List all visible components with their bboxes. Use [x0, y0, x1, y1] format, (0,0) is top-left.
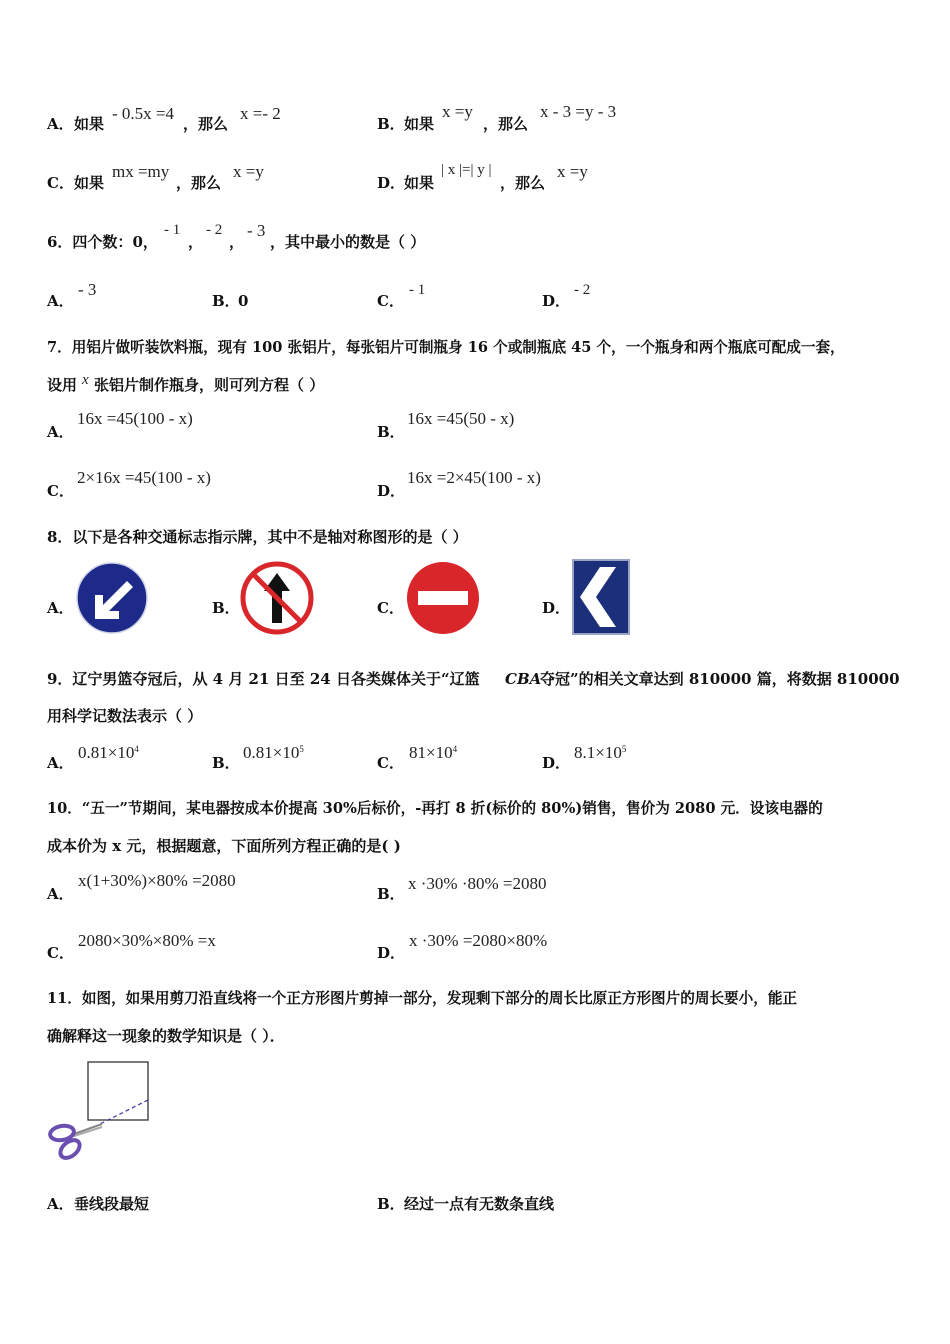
- math-expression: x =- 2: [240, 104, 281, 123]
- math-expression: x =y: [442, 102, 473, 121]
- option-text: ，那么: [183, 115, 229, 133]
- math-expression: $8.1\times 10^5$: [574, 743, 627, 762]
- math-variable: x: [82, 372, 89, 388]
- question-text: 用科学记数法表示（ ）: [47, 707, 203, 725]
- question-text: 成本价为 x 元，根据题意，下面所列方程正确的是( ): [47, 837, 401, 855]
- math-expression: 2080×30%×80% =x: [78, 931, 216, 950]
- option-letter: B．: [377, 1195, 405, 1213]
- option-text: 0: [238, 292, 249, 310]
- math-expression: - 3: [247, 221, 266, 240]
- option-text: 经过一点有无数条直线: [404, 1195, 555, 1213]
- option-letter: D．: [542, 754, 571, 772]
- option-letter: B．: [377, 885, 405, 903]
- option-text: ，那么: [176, 174, 222, 192]
- math-expression: x(1+30%)×80% =2080: [78, 871, 236, 890]
- math-expression: x - 3 =y - 3: [540, 102, 617, 121]
- option-letter: C．: [47, 482, 74, 500]
- option-letter: B．: [212, 754, 240, 772]
- question-text: CBA: [505, 670, 542, 688]
- math-expression: - 1: [409, 282, 426, 298]
- option-letter: D．: [377, 944, 406, 962]
- option-letter: A．: [47, 1195, 74, 1213]
- option-text: ，那么: [500, 174, 546, 192]
- option-letter: A．: [47, 292, 74, 310]
- question-text: ，: [229, 233, 245, 251]
- option-letter: B．: [377, 115, 405, 133]
- option-letter: D．: [377, 482, 406, 500]
- question-text: 9．辽宁男篮夺冠后，从 4 月 21 日至 24 日各类媒体关于“辽篮: [47, 670, 480, 688]
- option-text: 如果: [74, 174, 105, 192]
- question-text: ，其中最小的数是（ ）: [270, 233, 426, 251]
- left-chevron-sign-icon: [572, 559, 630, 635]
- question-text: 10．“五一”节期间，某电器按成本价提高 30%后标价，-再打 8 折(标价的 80%)销售，售价为 2080 元．设该电器的: [47, 800, 823, 817]
- math-expression: x =y: [557, 162, 588, 181]
- option-letter: A．: [47, 423, 74, 441]
- option-letter: A．: [47, 885, 74, 903]
- option-letter: A．: [47, 754, 74, 772]
- option-letter: D．: [542, 292, 571, 310]
- option-letter: C．: [47, 944, 74, 962]
- scissors-cutting-square-figure: [44, 1058, 156, 1164]
- option-letter: D．: [377, 174, 406, 192]
- no-straight-ahead-sign-icon: [240, 561, 314, 635]
- option-letter: C．: [377, 599, 404, 617]
- question-text: 7．用铝片做听装饮料瓶，现有 100 张铝片，每张铝片可制瓶身 16 个或制瓶底 45 个，一个瓶身和两个瓶底可配成一套，: [47, 339, 845, 356]
- option-letter: B．: [212, 599, 240, 617]
- math-expression: - 2: [574, 282, 591, 298]
- option-letter: A．: [47, 115, 74, 133]
- scissors-icon: [49, 1124, 102, 1161]
- question-text: 8．以下是各种交通标志指示牌，其中不是轴对称图形的是（ ）: [47, 528, 468, 546]
- math-expression: 16x =45(100 - x): [77, 409, 193, 428]
- question-text: 设用: [47, 376, 78, 394]
- math-expression: - 3: [78, 280, 97, 299]
- math-expression: mx =my: [112, 162, 170, 181]
- keep-left-arrow-sign-icon: [75, 561, 149, 635]
- question-text: ，: [188, 233, 204, 251]
- question-text: 张铝片制作瓶身，则可列方程（ ）: [94, 376, 325, 394]
- option-letter: C．: [47, 174, 74, 192]
- math-expression: | x |=| y |: [441, 162, 492, 178]
- math-expression: $0.81\times 10^4$: [78, 743, 139, 762]
- math-expression: - 1: [164, 222, 181, 238]
- math-expression: 16x =45(50 - x): [407, 409, 515, 428]
- option-text: 垂线段最短: [74, 1195, 150, 1213]
- math-expression: - 0.5x =4: [112, 104, 174, 123]
- option-letter: C．: [377, 754, 404, 772]
- option-letter: B．: [377, 423, 405, 441]
- question-text: 确解释这一现象的数学知识是（ ）．: [47, 1027, 285, 1045]
- question-text: 11．如图，如果用剪刀沿直线将一个正方形图片剪掉一部分，发现剩下部分的周长比原正方形图片的周长要小，能正: [47, 990, 798, 1007]
- option-text: 如果: [404, 174, 435, 192]
- option-letter: A．: [47, 599, 74, 617]
- math-expression: $81\times 10^4$: [409, 743, 458, 762]
- math-expression: x ·30% =2080×80%: [409, 931, 548, 950]
- square-picture: [88, 1062, 148, 1120]
- option-letter: C．: [377, 292, 404, 310]
- math-expression: $0.81\times 10^5$: [243, 743, 304, 762]
- question-text: 6．四个数：0，: [47, 233, 158, 251]
- no-entry-sign-icon: [406, 561, 480, 635]
- math-expression: 2×16x =45(100 - x): [77, 468, 211, 487]
- math-expression: 16x =2×45(100 - x): [407, 468, 541, 487]
- question-text: 夺冠”的相关文章达到 810000 篇，将数据 810000: [540, 670, 900, 688]
- option-text: 如果: [74, 115, 105, 133]
- math-expression: x =y: [233, 162, 264, 181]
- option-text: ，那么: [483, 115, 529, 133]
- math-expression: - 2: [206, 222, 223, 238]
- option-letter: B．: [212, 292, 240, 310]
- math-expression: x ·30% ·80% =2080: [408, 874, 547, 893]
- option-text: 如果: [404, 115, 435, 133]
- option-letter: D．: [542, 599, 571, 617]
